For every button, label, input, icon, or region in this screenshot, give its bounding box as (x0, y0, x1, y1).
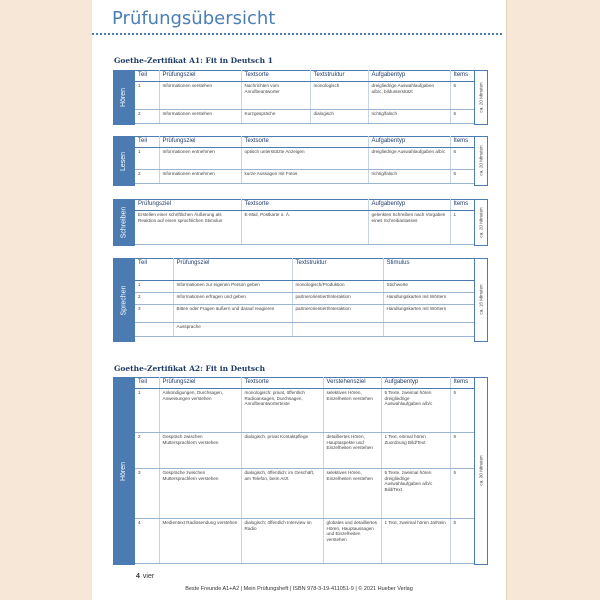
a1-sprechen-side-label: Sprechen (113, 258, 135, 342)
a1-schreiben-table: Prüfungsziel Textsorte Aufgabentyp Items Erstellen einer schriftlichen Äußerung als Reaktion auf einen sprachlichen Stimulus E-Mail, Postkarte o. Ä. gelenktes Schreiben nach Vorgaben eines Schreibanlasses 1 (135, 199, 474, 245)
page-title: Prüfungsübersicht (112, 8, 276, 29)
table-row: 3 Gespräche zwischen Muttersprachlern verstehen dialogisch, öffentlich: im Geschäft, am Telefon, beim Arzt selektives Hören, Einzelheiten verstehen 5 Texte, zweimal hören dreigliedrige Auswahlaufgaben a/b/c Bild/Text 5 (135, 469, 474, 519)
table-row: 4 Medientext Radiosendung verstehen dialogisch; öffentlich Interview im Radio globales und detailliertes Hören, Hauptaussagen und Einzelheiten verstehen 1 Text, zweimal hören Ja/Nein 5 (135, 519, 474, 564)
a1-lesen-side-label: Lesen (113, 136, 135, 186)
document-page (92, 0, 506, 600)
page-number: 4 vier (136, 573, 155, 580)
table-row: Aussprache (135, 322, 474, 336)
page-edge-shadow (506, 0, 507, 600)
a1-sprechen-table: Teil Prüfungsziel Textstruktur Stimulus 1 Informationen zur eigenen Person geben monologisch/Produktion Stichworte 2 Informationen erfragen und geben partnerorientiert/Interaktion Handlungskarten mit Wörtern 3 Bitten oder Fragen äußern und darauf reagieren partnerorientiert/Interaktion Handlungskarten mit Wörtern Aussprache (135, 258, 474, 337)
a1-sprechen-block (113, 258, 488, 342)
a1-schreiben-block (113, 199, 488, 246)
a1-hoeren-table: Teil Prüfungsziel Textsorte Textstruktur Aufgabentyp Items 1 Informationen verstehen Nachrichten vom Anrufbeantworter monologisch dreigliedrige Auswahlaufgaben a/b/c, bildunterstützt 6 2 Informationen verstehen Kurzgespräche dialogisch richtig/falsch 6 (135, 70, 474, 124)
a1-hoeren-block (113, 70, 488, 125)
table-row: 2 Informationen entnehmen kurze Aussagen mit Fotos richtig/falsch 6 (135, 170, 474, 184)
a2-hoeren-side-label: Hören (113, 377, 135, 565)
a2-hoeren-table: Teil Prüfungsziel Textsorte Verstehensziel Aufgabentyp Items 1 Ankündigungen, Durchsagen, Anweisungen verstehen monologisch: privat, öffentlich Radioansagen, Durchsagen, Anrufbeantwortertexte selektives Hören, Einzelheiten verstehen 5 Texte, zweimal hören dreigliedrige Auswahlaufgaben a/b/c 5 2 Gespräch zwischen Muttersprachlern verstehen dialogisch, privat Kontaktpflege detailliertes Hören, Hauptaspekte und Einzelheiten verstehen 1 Text, einmal hören Zuordnung Bild/Text 5 3 Gespräche zwischen Muttersprachlern verstehen dialogisch, öffentlich: im Geschäft, am Telefon, beim Arzt selektives Hören, Einzelheiten verstehen 5 Texte, zweimal hören dreigliedrige Auswahlaufgaben a/b/c Bild/Text 5 4 Medientext Radiosendung verstehen dialogisch; öffentlich Interview im Radio globales und detailliertes Hören, Hauptaussagen und Einzelheiten verstehen 1 Text, zweimal hören Ja/Nein 5 (135, 377, 474, 564)
table-row: 1 Informationen entnehmen optisch unterstützte Anzeigen dreigliedrige Auswahlaufgaben a/b/c 6 (135, 148, 474, 170)
section-heading-a1: Goethe-Zertifikat A1: Fit in Deutsch 1 (114, 56, 273, 65)
a2-hoeren-block (113, 377, 488, 565)
table-row: Erstellen einer schriftlichen Äußerung als Reaktion auf einen sprachlichen Stimulus E-Mail, Postkarte o. Ä. gelenktes Schreiben nach Vorgaben eines Schreibanlasses 1 (135, 211, 474, 245)
page-footer: Beste Freunde A1+A2 | Mein Prüfungsheft | ISBN 978-3-19-411051-9 | © 2021 Hueber Verlag (185, 586, 413, 592)
a1-schreiben-duration: ca. 20 Minuten (474, 199, 488, 246)
title-dotted-rule (92, 33, 502, 35)
a2-hoeren-duration: ca. 30 Minuten (474, 377, 488, 565)
table-row: 1 Informationen verstehen Nachrichten vom Anrufbeantworter monologisch dreigliedrige Auswahlaufgaben a/b/c, bildunterstützt 6 (135, 82, 474, 110)
a1-hoeren-duration: ca. 20 Minuten (474, 70, 488, 125)
a1-sprechen-duration: ca. 15 Minuten (474, 258, 488, 342)
a1-schreiben-side-label: Schreiben (113, 199, 135, 246)
a1-lesen-duration: ca. 20 Minuten (474, 136, 488, 186)
a1-lesen-table: Teil Prüfungsziel Textsorte Aufgabentyp Items 1 Informationen entnehmen optisch unterstützte Anzeigen dreigliedrige Auswahlaufgaben a/b/c 6 2 Informationen entnehmen kurze Aussagen mit Fotos richtig/falsch 6 (135, 136, 474, 184)
table-row: 2 Informationen verstehen Kurzgespräche dialogisch richtig/falsch 6 (135, 110, 474, 124)
section-heading-a2: Goethe-Zertifikat A2: Fit in Deutsch (114, 364, 266, 373)
table-row: 2 Informationen erfragen und geben partnerorientiert/Interaktion Handlungskarten mit Wörtern (135, 292, 474, 304)
table-row: 1 Informationen zur eigenen Person geben monologisch/Produktion Stichworte (135, 280, 474, 292)
a1-lesen-block (113, 136, 488, 186)
a1-hoeren-side-label: Hören (113, 70, 135, 125)
table-row: 2 Gespräch zwischen Muttersprachlern verstehen dialogisch, privat Kontaktpflege detailliertes Hören, Hauptaspekte und Einzelheiten verstehen 1 Text, einmal hören Zuordnung Bild/Text 5 (135, 433, 474, 469)
table-row: 1 Ankündigungen, Durchsagen, Anweisungen verstehen monologisch: privat, öffentlich Radioansagen, Durchsagen, Anrufbeantwortertexte selektives Hören, Einzelheiten verstehen 5 Texte, zweimal hören dreigliedrige Auswahlaufgaben a/b/c 5 (135, 389, 474, 433)
table-row: 3 Bitten oder Fragen äußern und darauf reagieren partnerorientiert/Interaktion Handlungskarten mit Wörtern (135, 304, 474, 322)
